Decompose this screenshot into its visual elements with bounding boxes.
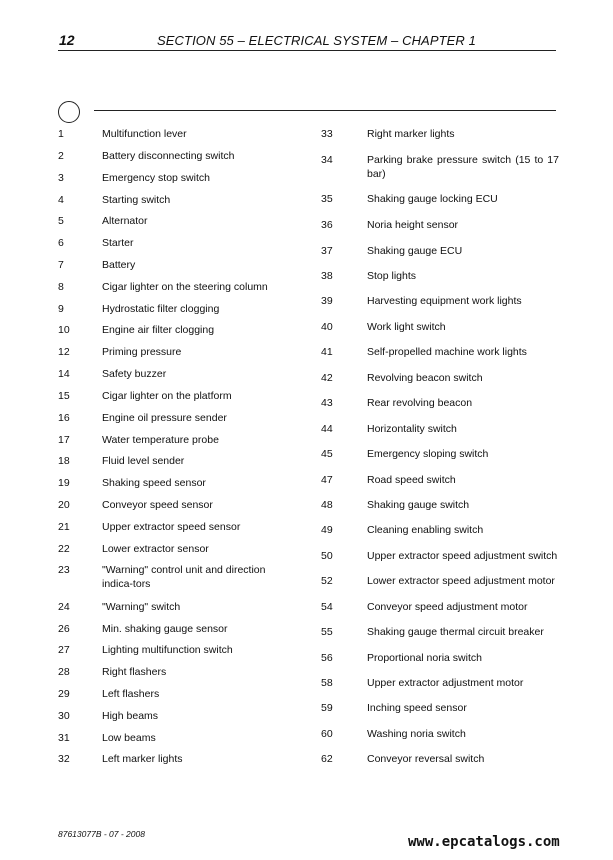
legend-item-label: Alternator bbox=[102, 215, 148, 227]
section-title: SECTION 55 – ELECTRICAL SYSTEM – CHAPTER 1 bbox=[157, 33, 476, 48]
legend-item-label: Upper extractor speed adjustment switch bbox=[367, 550, 558, 562]
legend-item-label: Battery bbox=[102, 259, 136, 271]
legend-item-number: 32 bbox=[58, 753, 70, 765]
legend-item-number: 38 bbox=[321, 270, 333, 282]
legend-item-number: 34 bbox=[321, 154, 333, 166]
legend-item-number: 42 bbox=[321, 372, 333, 384]
legend-item-number: 54 bbox=[321, 601, 333, 613]
legend-item-label: Conveyor speed sensor bbox=[102, 499, 213, 511]
legend-item-number: 17 bbox=[58, 434, 70, 446]
legend-item-label: Safety buzzer bbox=[102, 368, 167, 380]
legend-item-label: Conveyor speed adjustment motor bbox=[367, 601, 528, 613]
legend-item-label: Shaking gauge locking ECU bbox=[367, 193, 498, 205]
legend-item-number: 3 bbox=[58, 172, 64, 184]
legend-item-label: Self-propelled machine work lights bbox=[367, 346, 527, 358]
legend-item-label: Stop lights bbox=[367, 270, 417, 282]
legend-item-number: 33 bbox=[321, 128, 333, 140]
legend-item-label: Right marker lights bbox=[367, 128, 455, 140]
legend-item-number: 59 bbox=[321, 702, 333, 714]
legend-item-number: 45 bbox=[321, 448, 333, 460]
legend-item-number: 30 bbox=[58, 710, 70, 722]
legend-item-number: 31 bbox=[58, 732, 70, 744]
legend-item-label: High beams bbox=[102, 710, 159, 722]
legend-item-number: 62 bbox=[321, 753, 333, 765]
legend-item-number: 29 bbox=[58, 688, 70, 700]
legend-item-number: 47 bbox=[321, 474, 333, 486]
legend-item-number: 14 bbox=[58, 368, 70, 380]
legend-item-number: 21 bbox=[58, 521, 70, 533]
legend-item-label: Hydrostatic filter clogging bbox=[102, 303, 220, 315]
legend-item-number: 36 bbox=[321, 219, 333, 231]
legend-item-label: Upper extractor adjustment motor bbox=[367, 677, 524, 689]
legend-item-label: Noria height sensor bbox=[367, 219, 459, 231]
legend-item-number: 5 bbox=[58, 215, 64, 227]
legend-item-label: Left marker lights bbox=[102, 753, 183, 765]
legend-item-number: 44 bbox=[321, 423, 333, 435]
legend-item-number: 24 bbox=[58, 601, 70, 613]
legend-item-number: 19 bbox=[58, 477, 70, 489]
legend-item-number: 56 bbox=[321, 652, 333, 664]
legend-item-label: "Warning" control unit and direction indica-tors bbox=[102, 564, 266, 590]
legend-item-label: Low beams bbox=[102, 732, 156, 744]
legend-item-label: Priming pressure bbox=[102, 346, 182, 358]
table-rule bbox=[94, 110, 556, 111]
legend-item-label: Fluid level sender bbox=[102, 455, 185, 467]
legend-item-label: Rear revolving beacon bbox=[367, 397, 473, 409]
legend-item-label: Cigar lighter on the platform bbox=[102, 390, 232, 402]
legend-item-label: Parking brake pressure switch (15 to 17 bar) bbox=[367, 154, 559, 180]
legend-item-number: 27 bbox=[58, 644, 70, 656]
legend-item-label: Work light switch bbox=[367, 321, 446, 333]
legend-item-number: 55 bbox=[321, 626, 333, 638]
legend-item-number: 8 bbox=[58, 281, 64, 293]
legend-item-number: 7 bbox=[58, 259, 64, 271]
legend-item-label: Emergency stop switch bbox=[102, 172, 210, 184]
legend-item-number: 58 bbox=[321, 677, 333, 689]
legend-item-number: 22 bbox=[58, 543, 70, 555]
document-code: 87613077B - 07 - 2008 bbox=[58, 829, 145, 839]
key-circle bbox=[58, 101, 80, 123]
legend-item-number: 6 bbox=[58, 237, 64, 249]
legend-item-label: Revolving beacon switch bbox=[367, 372, 483, 384]
legend-item-label: Battery disconnecting switch bbox=[102, 150, 235, 162]
legend-item-label: Starter bbox=[102, 237, 134, 249]
legend-item-number: 12 bbox=[58, 346, 70, 358]
legend-item-label: Shaking gauge thermal circuit breaker bbox=[367, 626, 544, 638]
legend-item-label: Road speed switch bbox=[367, 474, 456, 486]
legend-item-number: 2 bbox=[58, 150, 64, 162]
legend-item-number: 16 bbox=[58, 412, 70, 424]
legend-item-label: Min. shaking gauge sensor bbox=[102, 623, 228, 635]
legend-item-label: Right flashers bbox=[102, 666, 167, 678]
header-rule bbox=[58, 50, 556, 51]
legend-item-number: 43 bbox=[321, 397, 333, 409]
legend-item-label: Upper extractor speed sensor bbox=[102, 521, 241, 533]
legend-item-label: Cleaning enabling switch bbox=[367, 524, 484, 536]
legend-item-label: Harvesting equipment work lights bbox=[367, 295, 522, 307]
legend-item-label: Engine oil pressure sender bbox=[102, 412, 227, 424]
legend-item-number: 20 bbox=[58, 499, 70, 511]
legend-item-label: Multifunction lever bbox=[102, 128, 187, 140]
legend-item-number: 23 bbox=[58, 564, 70, 576]
legend-item-label: Starting switch bbox=[102, 194, 171, 206]
legend-item-label: Lower extractor sensor bbox=[102, 543, 209, 555]
legend-item-number: 28 bbox=[58, 666, 70, 678]
legend-item-label: Emergency sloping switch bbox=[367, 448, 489, 460]
legend-item-number: 48 bbox=[321, 499, 333, 511]
legend-item-label: Horizontality switch bbox=[367, 423, 457, 435]
legend-item-number: 26 bbox=[58, 623, 70, 635]
legend-item-number: 18 bbox=[58, 455, 70, 467]
legend-item-label: Shaking gauge ECU bbox=[367, 245, 463, 257]
legend-item-number: 41 bbox=[321, 346, 333, 358]
legend-item-label: Lower extractor speed adjustment motor bbox=[367, 575, 555, 587]
legend-item-number: 4 bbox=[58, 194, 64, 206]
legend-item-number: 9 bbox=[58, 303, 64, 315]
legend-item-label: Conveyor reversal switch bbox=[367, 753, 485, 765]
legend-item-number: 10 bbox=[58, 324, 70, 336]
legend-item-label: Left flashers bbox=[102, 688, 160, 700]
legend-item-label: Shaking gauge switch bbox=[367, 499, 470, 511]
legend-item-number: 15 bbox=[58, 390, 70, 402]
legend-item-number: 49 bbox=[321, 524, 333, 536]
legend-item-number: 35 bbox=[321, 193, 333, 205]
legend-item-number: 1 bbox=[58, 128, 64, 140]
legend-item-label: Shaking speed sensor bbox=[102, 477, 206, 489]
legend-item-label: Inching speed sensor bbox=[367, 702, 467, 714]
legend-item-label: Lighting multifunction switch bbox=[102, 644, 233, 656]
legend-item-number: 52 bbox=[321, 575, 333, 587]
website-watermark: www.epcatalogs.com bbox=[408, 834, 560, 850]
legend-item-number: 39 bbox=[321, 295, 333, 307]
legend-item-label: Water temperature probe bbox=[102, 434, 219, 446]
legend-item-number: 60 bbox=[321, 728, 333, 740]
legend-item-number: 50 bbox=[321, 550, 333, 562]
legend-item-number: 40 bbox=[321, 321, 333, 333]
legend-item-label: Cigar lighter on the steering column bbox=[102, 281, 268, 293]
legend-item-label: "Warning" switch bbox=[102, 601, 181, 613]
legend-item-label: Proportional noria switch bbox=[367, 652, 482, 664]
legend-item-label: Washing noria switch bbox=[367, 728, 466, 740]
legend-item-label: Engine air filter clogging bbox=[102, 324, 215, 336]
legend-item-number: 37 bbox=[321, 245, 333, 257]
page-number: 12 bbox=[59, 32, 75, 48]
